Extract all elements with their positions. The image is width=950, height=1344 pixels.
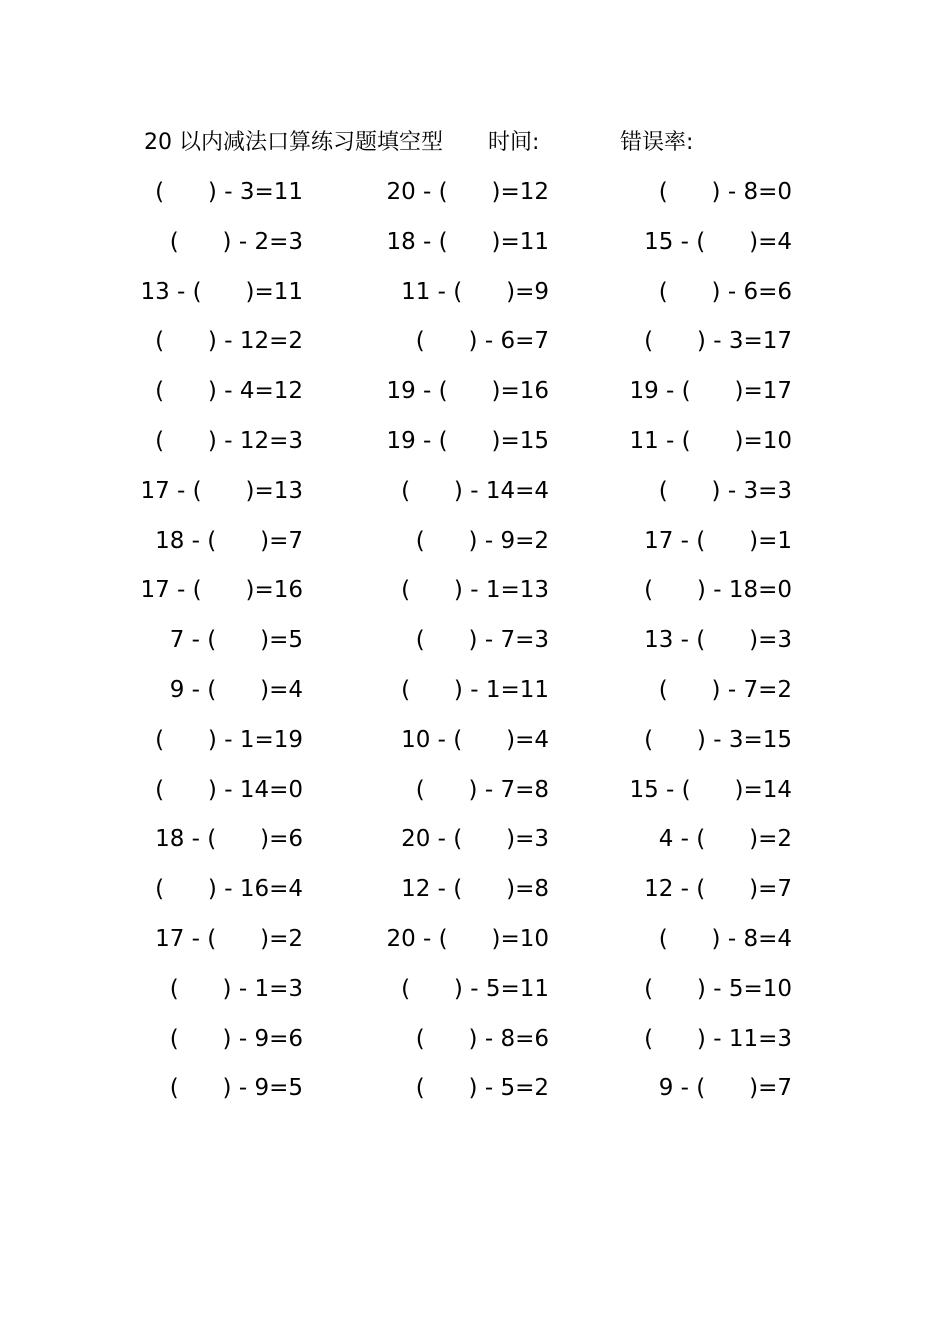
problem-grid [0, 174, 950, 1120]
problem-row [0, 1021, 950, 1071]
problem-row [0, 971, 950, 1021]
worksheet-header [0, 125, 950, 161]
problem-item: ( ) - 8=6 [415, 1025, 549, 1052]
problem-item: ( ) - 5=2 [415, 1075, 549, 1102]
problem-item: 15 - ( )=14 [629, 776, 792, 803]
problem-row [0, 622, 950, 672]
problem-row [0, 921, 950, 971]
problem-item: ( ) - 1=13 [401, 577, 549, 604]
problem-row [0, 373, 950, 423]
problem-item: 17 - ( )=16 [140, 577, 303, 604]
problem-row [0, 274, 950, 324]
problem-item: 4 - ( )=2 [658, 826, 792, 853]
problem-item: ( ) - 12=3 [155, 427, 303, 454]
problem-item: 19 - ( )=17 [629, 378, 792, 405]
problem-item: 15 - ( )=4 [644, 228, 792, 255]
problem-item: 18 - ( )=6 [155, 826, 303, 853]
problem-row [0, 224, 950, 274]
problem-item: ( ) - 7=8 [415, 776, 549, 803]
problem-item: ( ) - 7=2 [658, 676, 792, 703]
error-rate-label: 错误率: [620, 130, 694, 155]
problem-item: 19 - ( )=15 [386, 427, 549, 454]
problem-item: ( ) - 9=6 [169, 1025, 303, 1052]
problem-item: 18 - ( )=7 [155, 527, 303, 554]
problem-item: ( ) - 14=4 [401, 477, 549, 504]
problem-item: ( ) - 12=2 [155, 328, 303, 355]
problem-item: 13 - ( )=11 [140, 278, 303, 305]
problem-item: ( ) - 1=19 [155, 726, 303, 753]
problem-item: 20 - ( )=10 [386, 925, 549, 952]
problem-item: 17 - ( )=13 [140, 477, 303, 504]
problem-item: ( ) - 3=17 [644, 328, 792, 355]
problem-item: ( ) - 1=3 [169, 975, 303, 1002]
problem-item: 20 - ( )=12 [386, 179, 549, 205]
problem-item: 19 - ( )=16 [386, 378, 549, 405]
problem-item: ( ) - 4=12 [155, 378, 303, 405]
problem-item: 17 - ( )=2 [155, 925, 303, 952]
problem-item: ( ) - 6=7 [415, 328, 549, 355]
problem-row [0, 821, 950, 871]
problem-item: ( ) - 18=0 [644, 577, 792, 604]
problem-item: 11 - ( )=9 [401, 278, 549, 305]
problem-row [0, 174, 950, 224]
problem-row [0, 871, 950, 921]
time-label: 时间: [488, 130, 540, 155]
problem-item: ( ) - 5=11 [401, 975, 549, 1002]
problem-row [0, 1070, 950, 1120]
problem-row [0, 473, 950, 523]
problem-item: ( ) - 5=10 [644, 975, 792, 1002]
problem-item: 9 - ( )=4 [169, 676, 303, 703]
problem-item: ( ) - 2=3 [169, 228, 303, 255]
problem-item: ( ) - 9=2 [415, 527, 549, 554]
problem-item: 11 - ( )=10 [629, 427, 792, 454]
problem-item: 12 - ( )=8 [401, 876, 549, 903]
problem-item: 12 - ( )=7 [644, 876, 792, 903]
problem-item: 20 - ( )=3 [401, 826, 549, 853]
problem-row [0, 523, 950, 573]
worksheet-title: 20 以内减法口算练习题填空型 [144, 130, 443, 155]
problem-item: ( ) - 3=3 [658, 477, 792, 504]
problem-row [0, 423, 950, 473]
problem-item: ( ) - 7=3 [415, 627, 549, 654]
problem-item: ( ) - 11=3 [644, 1025, 792, 1052]
problem-row [0, 722, 950, 772]
problem-row [0, 772, 950, 822]
problem-item: 18 - ( )=11 [386, 228, 549, 255]
problem-item: 10 - ( )=4 [401, 726, 549, 753]
problem-item: ( ) - 8=0 [658, 179, 792, 205]
problem-row [0, 672, 950, 722]
problem-item: ( ) - 3=11 [155, 179, 303, 205]
problem-item: ( ) - 1=11 [401, 676, 549, 703]
problem-row [0, 572, 950, 622]
problem-item: 7 - ( )=5 [169, 627, 303, 654]
problem-item: 13 - ( )=3 [644, 627, 792, 654]
problem-item: ( ) - 8=4 [658, 925, 792, 952]
problem-item: ( ) - 9=5 [169, 1075, 303, 1102]
problem-item: ( ) - 3=15 [644, 726, 792, 753]
problem-item: 9 - ( )=7 [658, 1075, 792, 1102]
problem-item: ( ) - 6=6 [658, 278, 792, 305]
problem-item: ( ) - 16=4 [155, 876, 303, 903]
problem-row [0, 323, 950, 373]
problem-item: 17 - ( )=1 [644, 527, 792, 554]
problem-item: ( ) - 14=0 [155, 776, 303, 803]
